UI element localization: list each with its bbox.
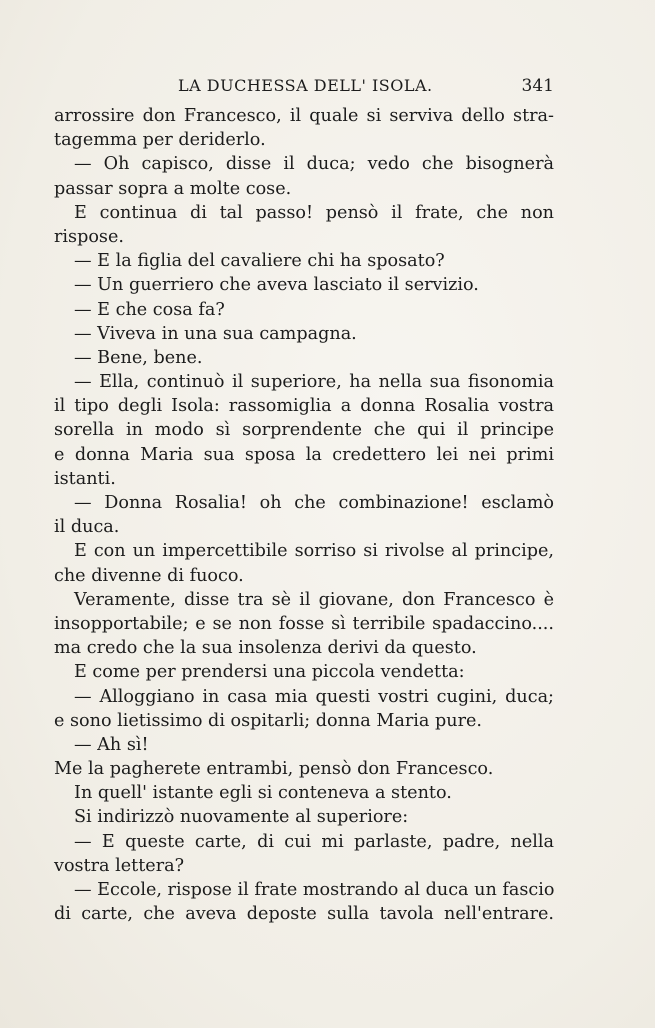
- text-line: sorella in modo sì sorprendente che qui il principe: [54, 420, 554, 441]
- text-line: vostra lettera?: [54, 855, 185, 876]
- text-line: Veramente, disse tra sè il giovane, don Francesco è: [74, 589, 554, 610]
- text-line: istanti.: [54, 468, 116, 489]
- text-line: rispose.: [54, 226, 124, 247]
- text-line: che divenne di fuoco.: [54, 565, 244, 586]
- text-line: — Alloggiano in casa mia questi vostri cugini, duca;: [74, 686, 554, 707]
- text-line: tagemma per deriderlo.: [54, 130, 266, 151]
- text-line: di carte, che aveva deposte sulla tavola nell'entrare.: [54, 904, 554, 925]
- text-line: — Donna Rosalia! oh che combinazione! esclamò: [74, 493, 554, 513]
- text-line: il duca.: [54, 517, 120, 538]
- text-line: E continua di tal passo! pensò il frate, che non: [74, 202, 554, 223]
- text-line: — Viveva in una sua campagna.: [74, 323, 357, 344]
- text-line: ma credo che la sua insolenza derivi da questo.: [54, 638, 477, 659]
- text-line: Me la pagherete entrambi, pensò don Francesco.: [54, 759, 494, 780]
- text-line: arrossire don Francesco, il quale si serviva dello stra-: [54, 106, 554, 126]
- text-line: E come per prendersi una piccola vendetta:: [74, 662, 465, 683]
- text-line: E con un impercettibile sorriso si rivolse al principe,: [74, 541, 554, 562]
- text-line: e donna Maria sua sposa la credettero lei nei primi: [54, 444, 554, 465]
- running-title: LA DUCHESSA DELL' ISOLA.: [178, 76, 433, 95]
- text-line: passar sopra a molte cose.: [54, 178, 292, 199]
- text-line: In quell' istante egli si conteneva a stento.: [74, 783, 452, 804]
- text-line: il tipo degli Isola: rassomiglia a donna Rosalia vostra: [54, 396, 554, 417]
- text-line: insopportabile; e se non fosse sì terribile spadaccino....: [54, 613, 554, 634]
- text-line: — Ella, continuò il superiore, ha nella sua fisonomia: [74, 372, 554, 393]
- text-line: — Un guerriero che aveva lasciato il servizio.: [74, 275, 479, 296]
- text-line: — Ah sì!: [74, 734, 149, 755]
- text-line: — Bene, bene.: [74, 347, 203, 368]
- text-line: — Eccole, rispose il frate mostrando al duca un fascio: [74, 880, 555, 900]
- text-line: e sono lietissimo di ospitarli; donna Maria pure.: [54, 710, 483, 731]
- text-line: — Oh capisco, disse il duca; vedo che bisognerà: [74, 154, 554, 175]
- page-header: [54, 76, 554, 100]
- text-line: — E la figlia del cavaliere chi ha sposato?: [74, 251, 445, 272]
- text-line: — E che cosa fa?: [74, 299, 225, 320]
- text-line: — E queste carte, di cui mi parlaste, padre, nella: [74, 831, 554, 852]
- text-line: Si indirizzò nuovamente al superiore:: [74, 807, 409, 828]
- page-number: 341: [521, 76, 554, 96]
- body-text: [54, 104, 554, 926]
